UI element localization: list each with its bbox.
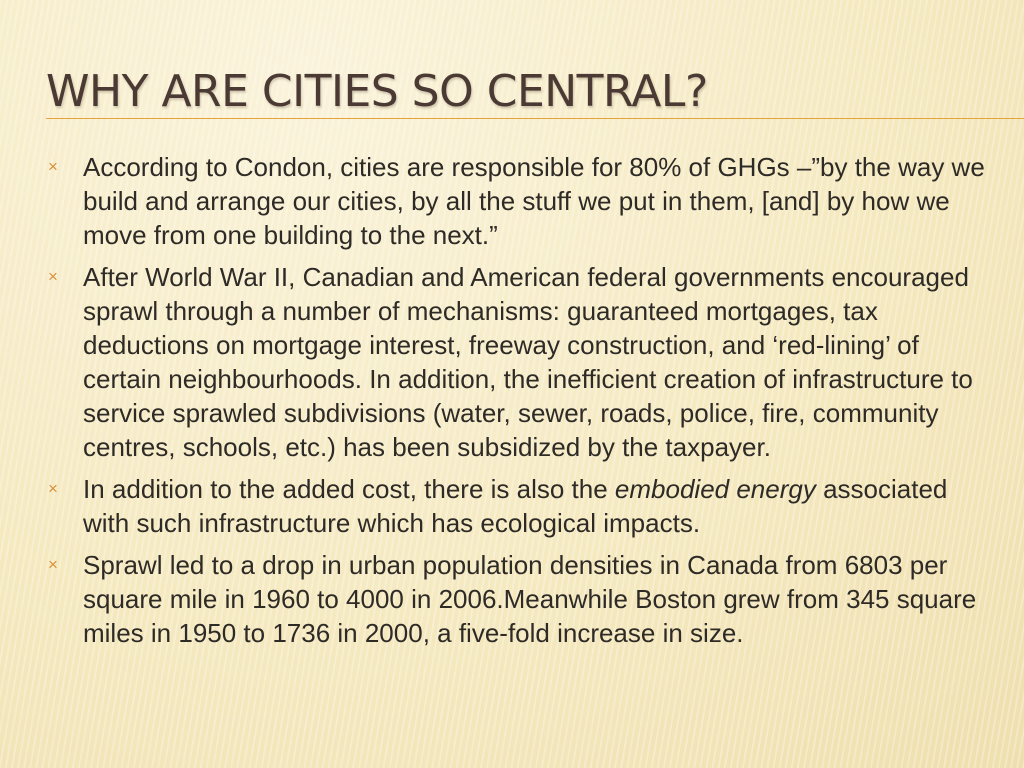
bullet-x-icon: × [48, 479, 58, 498]
bullet-text: After World War II, Canadian and American federal governments encouraged sprawl through a number of mechanisms: guaranteed mortgages, tax deductions on mortgage interest, freeway construction, and ‘red-lining’ of certain neighbourhoods. In addition, the inefficient creation of infrastructure to service sprawled subdivisions (water, sewer, roads, police, fire, community centres, schools, etc.) has been subsidized by the taxpayer. [83, 262, 973, 462]
bullet-text: According to Condon, cities are responsible for 80% of GHGs –”by the way we build and arrange our cities, by all the stuff we put in them, [and] by how we move from one building to the next.” [83, 152, 985, 250]
bullet-x-icon: × [48, 267, 58, 286]
slide-title: WHY ARE CITIES SO CENTRAL? [46, 66, 708, 117]
bullet-text: Sprawl led to a drop in urban population densities in Canada from 6803 per square mile in 1960 to 4000 in 2006.Meanwhile Boston grew from 345 square miles in 1950 to 1736 in 2000, a five-fold increase in size. [83, 550, 977, 648]
bullet-text-after: associated with such infrastructure which has ecological impacts. [83, 474, 948, 538]
title-underline [46, 118, 1024, 119]
bullet-item [46, 260, 996, 464]
bullet-text-before: In addition to the added cost, there is also the [83, 474, 615, 504]
bullet-x-icon: × [48, 555, 58, 574]
bullet-emphasis: embodied energy [614, 474, 816, 504]
bullet-item [46, 150, 996, 252]
bullet-item [46, 472, 996, 540]
bullet-list [46, 150, 996, 658]
bullet-x-icon: × [48, 157, 58, 176]
bullet-item [46, 548, 996, 650]
